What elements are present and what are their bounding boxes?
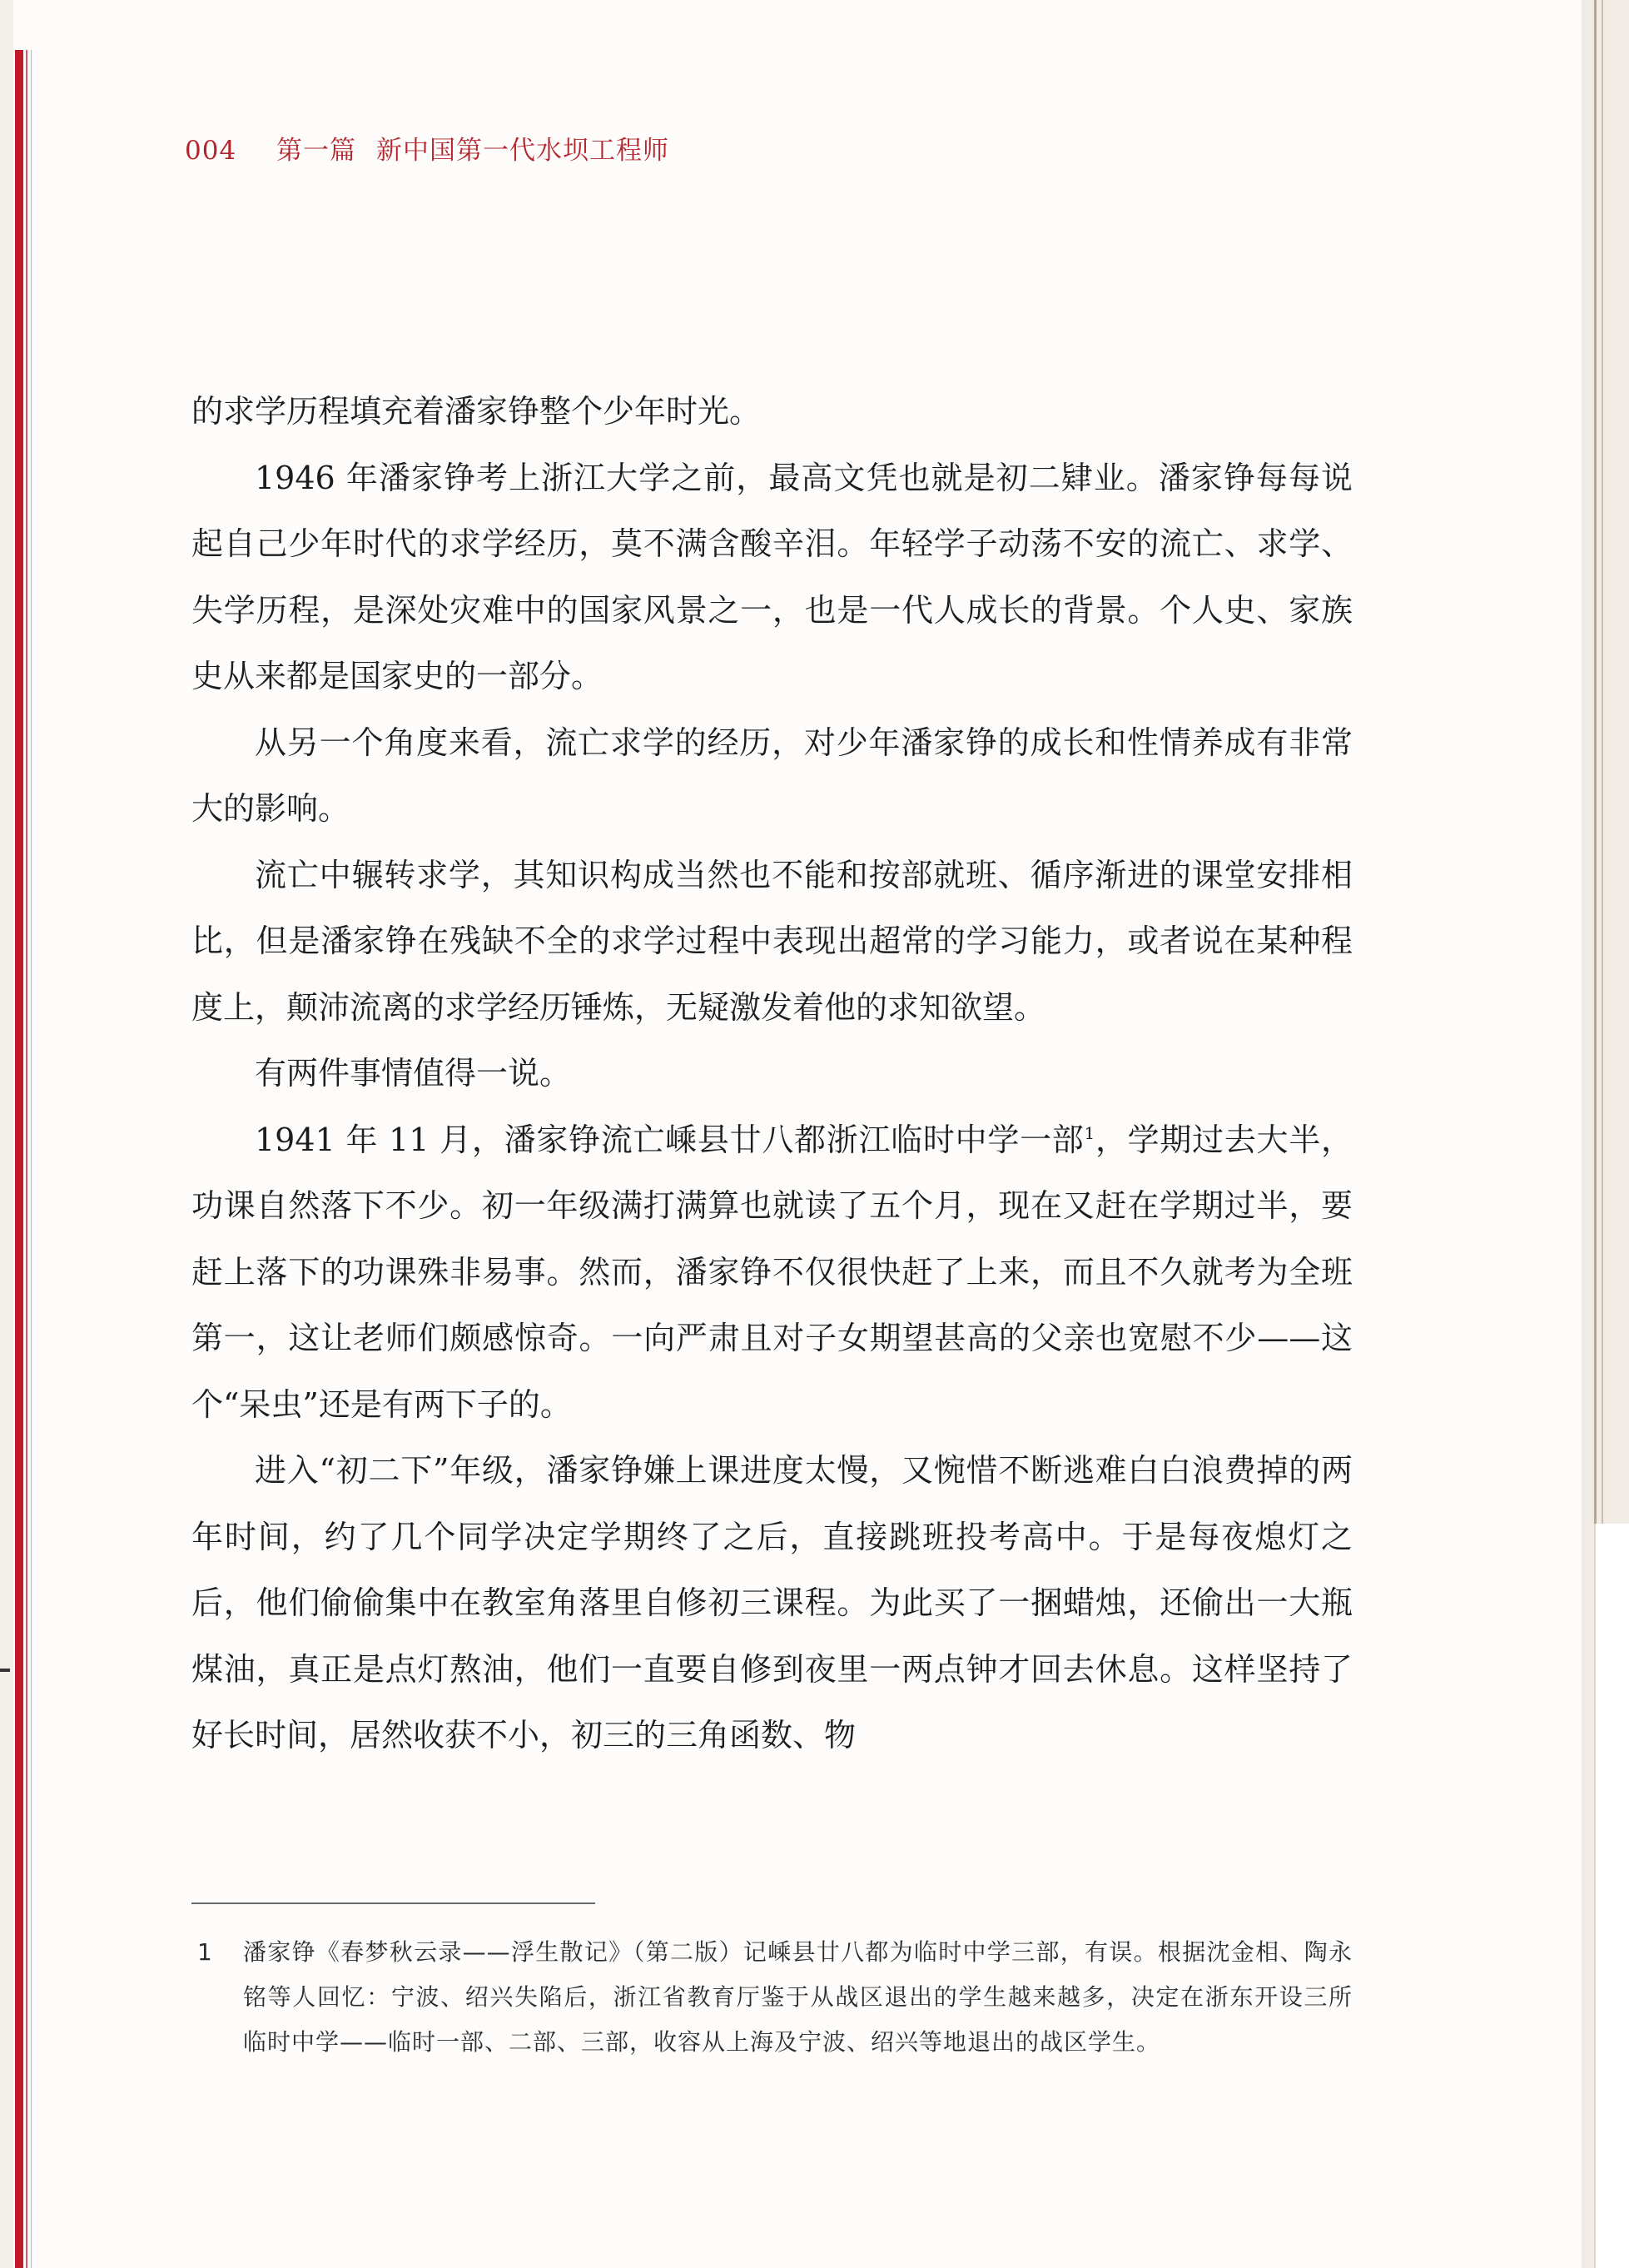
paragraph-text: ，学期过去大半，功课自然落下不少。初一年级满打满算也就读了五个月，现在又赶在学期过半，要赶上落下的功课殊非易事。然而，潘家铮不仅很快赶了上来，而且不久就考为全班第一，这让老师们颇感惊奇。一向严肃且对子女期望甚高的父亲也宽慰不少——这个“呆虫”还是有两下子的。	[191, 1121, 1353, 1423]
paragraph: 的求学历程填充着潘家铮整个少年时光。	[191, 393, 762, 430]
paragraph: 流亡中辗转求学，其知识构成当然也不能和按部就班、循序渐进的课堂安排相比，但是潘家铮在残缺不全的求学过程中表现出超常的学习能力，或者说在某种程度上，颠沛流离的求学经历锤炼，无疑激发着他的求知欲望。	[191, 856, 1353, 1026]
paragraph: 有两件事情值得一说。	[255, 1055, 572, 1092]
scan-margin	[1594, 1524, 1629, 2268]
paragraph-text: 1941 年 11 月，潘家铮流亡嵊县廿八都浙江临时中学一部	[255, 1121, 1085, 1158]
page-left-edge	[0, 0, 13, 2268]
paragraph: 进入“初二下”年级，潘家铮嫌上课进度太慢，又惋惜不断逃难白白浪费掉的两年时间，约了几个同学决定学期终了之后，直接跳班投考高中。于是每夜熄灯之后，他们偷偷集中在教室角落里自修初三课程。为此买了一捆蜡烛，还偷出一大瓶煤油，真正是点灯熬油，他们一直要自修到夜里一两点钟才回去休息。这样坚持了好长时间，居然收获不小，初三的三角函数、物	[191, 1452, 1353, 1753]
paragraph: 1946 年潘家铮考上浙江大学之前，最高文凭也就是初二肄业。潘家铮每每说起自己少年时代的求学经历，莫不满含酸辛泪。年轻学子动荡不安的流亡、求学、失学历程，是深处灾难中的国家风景之一，也是一代人成长的背景。个人史、家族史从来都是国家史的一部分。	[191, 459, 1353, 694]
binding-line-thin	[31, 50, 32, 2268]
part-label: 第一篇	[276, 136, 356, 166]
footnote	[197, 1930, 1353, 2065]
running-header	[185, 129, 669, 167]
page-number: 004	[185, 136, 237, 166]
footnote-number: 1	[197, 1938, 212, 1966]
page-edge-shadow	[1594, 0, 1597, 1524]
binding-red-stripe	[15, 50, 23, 2268]
paragraph-with-footnote	[191, 1107, 1353, 1439]
paragraph: 从另一个角度来看，流亡求学的经历，对少年潘家铮的成长和性情养成有非常大的影响。	[191, 724, 1353, 827]
footnote-divider	[191, 1902, 595, 1904]
footnote-text: 潘家铮《春梦秋云录——浮生散记》（第二版）记嵊县廿八都为临时中学三部，有误。根据沈金相、陶永铭等人回忆：宁波、绍兴失陷后，浙江省教育厅鉴于从战区退出的学生越来越多，决定在浙东开设三所临时中学——临时一部、二部、三部，收容从上海及宁波、绍兴等地退出的战区学生。	[243, 1938, 1353, 2056]
body-text	[191, 379, 1353, 1769]
footnote-reference: 1	[1084, 1122, 1095, 1143]
chapter-title: 新中国第一代水坝工程师	[376, 136, 669, 166]
binding-line	[26, 50, 27, 2268]
page-edge-shadow-thin	[1602, 0, 1603, 1524]
scan-tick-mark	[0, 1669, 10, 1672]
